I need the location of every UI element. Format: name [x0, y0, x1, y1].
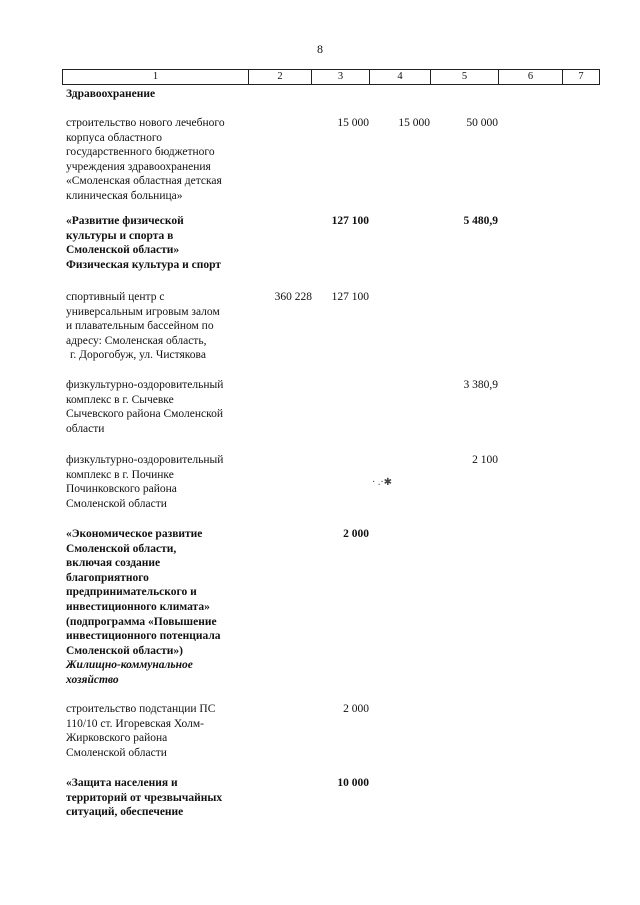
- description-line: комплекс в г. Сычевке: [66, 393, 174, 406]
- description-line: Сычевского района Смоленской: [66, 408, 224, 421]
- column-header-6: 6: [499, 70, 563, 84]
- program-title-line: культуры и спорта в: [66, 229, 174, 242]
- column-header-row: [62, 69, 600, 85]
- program-title-line: инвестиционного потенциала: [66, 630, 221, 643]
- program-title-line: Смоленской области»: [66, 244, 180, 257]
- cell-col-3: 15 000: [337, 117, 369, 129]
- object-description: [66, 702, 246, 760]
- program-title: [66, 527, 246, 688]
- description-line: физкультурно-оздоровительный: [66, 454, 224, 466]
- column-header-5: 5: [431, 70, 499, 84]
- program-title-line: «Экономическое развитие: [66, 528, 203, 540]
- cell-col-5: 5 480,9: [463, 215, 498, 227]
- program-title-line: Смоленской области»): [66, 644, 183, 657]
- program-title-line: «Защита населения и: [66, 777, 178, 789]
- object-description: [66, 378, 246, 436]
- object-description: [66, 290, 246, 363]
- program-title-line: «Развитие физической: [66, 215, 184, 227]
- description-line: корпуса областного: [66, 131, 163, 144]
- program-title-line: предпринимательского и: [66, 586, 197, 599]
- description-line: государственного бюджетного: [66, 146, 215, 159]
- program-section: Жилищно-коммунальное хозяйство: [66, 659, 193, 686]
- column-header-2: 2: [249, 70, 312, 84]
- program-section: Физическая культура и спорт: [66, 258, 222, 271]
- description-line: г. Дорогобуж, ул. Чистякова: [70, 349, 206, 362]
- program-title: [66, 776, 246, 820]
- cell-col-3: 2 000: [343, 703, 369, 715]
- description-line: «Смоленская областная детская: [66, 175, 222, 188]
- description-line: клиническая больница»: [66, 189, 183, 202]
- description-line: области: [66, 422, 105, 435]
- column-header-4: 4: [370, 70, 431, 84]
- program-title-line: (подпрограмма «Повышение: [66, 615, 217, 628]
- program-title-line: ситуаций, обеспечение: [66, 806, 184, 819]
- program-title: [66, 214, 246, 272]
- program-title-line: включая создание: [66, 557, 161, 570]
- description-line: универсальным игровым залом: [66, 305, 220, 318]
- description-line: учреждения здравоохранения: [66, 160, 211, 173]
- cell-col-4: 15 000: [398, 117, 430, 129]
- cell-col-3: 127 100: [331, 215, 369, 227]
- program-title-line: благоприятного: [66, 571, 149, 584]
- description-line: Жирковского района: [66, 732, 168, 745]
- description-line: и плавательным бассейном по: [66, 320, 214, 333]
- program-title-line: территорий от чрезвычайных: [66, 791, 223, 804]
- cell-col-5: 3 380,9: [463, 379, 498, 391]
- cell-col-3: 127 100: [331, 291, 369, 303]
- section-title: Здравоохранение: [66, 88, 156, 100]
- cell-col-5: 50 000: [466, 117, 498, 129]
- program-title-line: Смоленской области,: [66, 542, 177, 555]
- column-header-7: 7: [578, 71, 584, 82]
- cell-col-2: 360 228: [274, 291, 312, 303]
- description-line: строительство подстанции ПС: [66, 703, 216, 715]
- description-line: физкультурно-оздоровительный: [66, 379, 224, 391]
- object-description: [66, 453, 246, 511]
- cell-col-5: 2 100: [472, 454, 498, 466]
- column-header-3: 3: [312, 70, 370, 84]
- cell-col-3: 2 000: [343, 528, 369, 540]
- description-line: Смоленской области: [66, 746, 167, 759]
- description-line: 110/10 ст. Игоревская Холм-: [66, 717, 204, 730]
- scan-speck-icon: · .·✱: [372, 477, 393, 488]
- object-description: [66, 116, 246, 204]
- description-line: строительство нового лечебного: [66, 117, 225, 129]
- cell-col-3: 10 000: [337, 777, 369, 789]
- page-number: 8: [317, 42, 323, 56]
- description-line: адресу: Смоленская область,: [66, 334, 207, 347]
- description-line: комплекс в г. Починке: [66, 468, 174, 481]
- description-line: Починковского района: [66, 483, 177, 496]
- description-line: Смоленской области: [66, 497, 167, 510]
- program-title-line: инвестиционного климата»: [66, 600, 210, 613]
- description-line: спортивный центр с: [66, 291, 165, 303]
- column-header-1: 1: [63, 70, 249, 84]
